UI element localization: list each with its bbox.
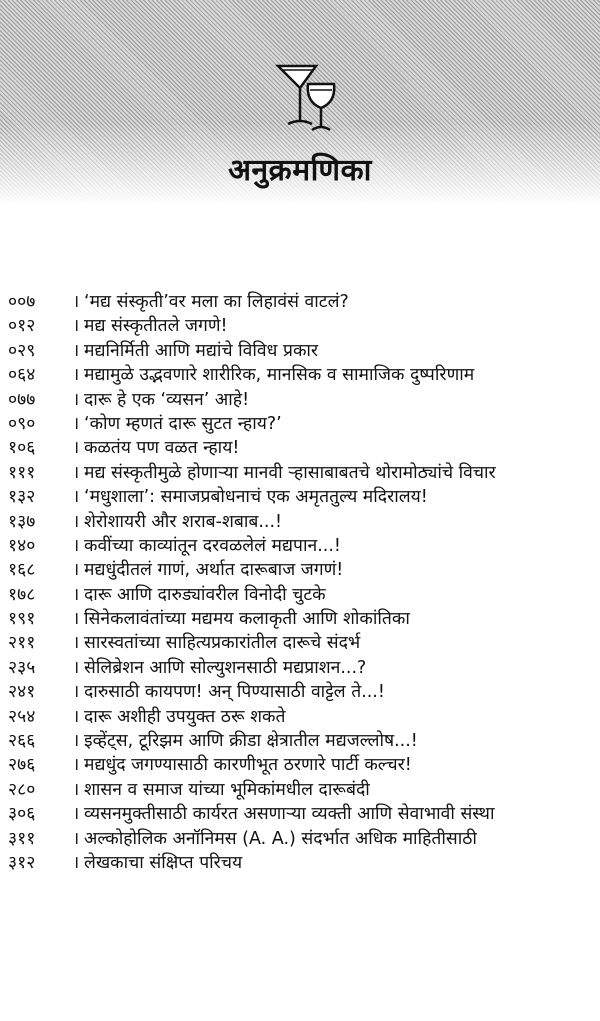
toc-page-number: २४१ [8, 682, 36, 703]
toc-entry [8, 534, 598, 558]
toc-title: सेलिब्रेशन आणि सोल्युशनसाठी मद्यप्राशन...? [84, 657, 367, 678]
toc-page-number: २८० [8, 779, 36, 800]
toc-entry [8, 656, 598, 680]
toc-page-number: ०९० [8, 413, 36, 434]
toc-page-number: ०१२ [8, 316, 36, 337]
toc-title: शासन व समाज यांच्या भूमिकांमधील दारूबंदी [84, 779, 370, 800]
toc-separator: । [72, 462, 80, 483]
toc-separator: । [72, 292, 80, 312]
toc-title: मद्य संस्कृतीमुळे होणाऱ्या मानवी ऱ्हासाबाबतचे थोरामोठ्यांचे विचार [84, 462, 496, 483]
toc-separator: । [72, 682, 80, 703]
toc-separator: । [72, 706, 80, 727]
toc-title: अल्कोहोलिक अनॉनिमस (A. A.) संदर्भात अधिक माहितीसाठी [84, 828, 477, 849]
toc-page-number: १०६ [8, 438, 36, 459]
toc-page-number: १६८ [8, 560, 36, 581]
toc-title: मद्यामुळे उद्भवणारे शारीरिक, मानसिक व सामाजिक दुष्परिणाम [84, 365, 475, 386]
toc-title: कळतंय पण वळत न्हाय! [84, 438, 240, 459]
toc-page-number: २३५ [8, 657, 36, 678]
toc-separator: । [72, 633, 80, 654]
toc-entry [8, 510, 598, 534]
toc-entry [8, 607, 598, 631]
toc-title: मद्य संस्कृतीतले जगणे! [84, 316, 228, 337]
toc-separator: । [72, 413, 80, 434]
toc-entry [8, 778, 598, 802]
toc-separator: । [72, 389, 80, 410]
toc-page-number: ३१२ [8, 852, 36, 873]
toc-entry [8, 827, 598, 851]
toc-page-number: २११ [8, 633, 36, 654]
toc-page-number: १९१ [8, 609, 36, 630]
toc-page-number: ३०६ [8, 804, 36, 825]
toc-separator: । [72, 779, 80, 800]
toc-entry [8, 363, 598, 387]
toc-page-number: १७८ [8, 584, 36, 605]
toc-page-number: १३७ [8, 511, 36, 532]
toc-title: दारुसाठी कायपण! अन् पिण्यासाठी वाट्टेल ते...! [84, 682, 385, 703]
toc-title: दारू हे एक ‘व्यसन’ आहे! [84, 389, 250, 410]
wine-glasses-icon [272, 58, 342, 138]
toc-entry [8, 705, 598, 729]
toc-separator: । [72, 755, 80, 776]
toc-separator: । [72, 365, 80, 386]
toc-page-number: ००७ [8, 292, 36, 312]
toc-separator: । [72, 657, 80, 678]
toc-separator: । [72, 584, 80, 605]
toc-entry [8, 680, 598, 704]
toc-title: व्यसनमुक्तीसाठी कार्यरत असणाऱ्या व्यक्ती आणि सेवाभावी संस्था [84, 804, 495, 825]
toc-separator: । [72, 487, 80, 508]
toc-title: सारस्वतांच्या साहित्यप्रकारांतील दारूचे संदर्भ [84, 633, 361, 654]
toc-title: ‘मद्य संस्कृती’वर मला का लिहावंसं वाटलं? [84, 292, 349, 312]
toc-title: मद्यधुंद जगण्यासाठी कारणीभूत ठरणारे पार्टी कल्चर! [84, 755, 412, 776]
toc-entry [8, 851, 598, 875]
toc-page-number: २७६ [8, 755, 36, 776]
toc-separator: । [72, 804, 80, 825]
toc-title: इव्हेंट्स, टूरिझम आणि क्रीडा क्षेत्रातील मद्यजल्लोष...! [84, 731, 418, 752]
toc-separator: । [72, 340, 80, 361]
toc-separator: । [72, 731, 80, 752]
toc-separator: । [72, 316, 80, 337]
toc-entry [8, 388, 598, 412]
toc-page-number: २५४ [8, 706, 36, 727]
toc-entry [8, 461, 598, 485]
toc-page-number: ३११ [8, 828, 36, 849]
toc-title: कवींच्या काव्यांतून दरवळलेलं मद्यपान...! [84, 535, 341, 556]
toc-entry [8, 290, 598, 314]
toc-separator: । [72, 828, 80, 849]
toc-entry [8, 583, 598, 607]
table-of-contents [8, 290, 598, 875]
toc-separator: । [72, 438, 80, 459]
toc-separator: । [72, 511, 80, 532]
toc-entry [8, 412, 598, 436]
toc-separator: । [72, 535, 80, 556]
toc-entry [8, 802, 598, 826]
toc-title: मद्यनिर्मिती आणि मद्यांचे विविध प्रकार [84, 340, 319, 361]
toc-page-number: ०६४ [8, 365, 36, 386]
toc-title: शेरोशायरी और शराब-शबाब...! [84, 511, 283, 532]
toc-entry [8, 753, 598, 777]
toc-separator: । [72, 560, 80, 581]
toc-entry [8, 485, 598, 509]
toc-title: मद्यधुंदीतलं गाणं, अर्थात दारूबाज जगणं! [84, 560, 344, 581]
toc-separator: । [72, 609, 80, 630]
toc-title: दारू आणि दारुड्यांवरील विनोदी चुटके [84, 584, 326, 605]
toc-page-number: १११ [8, 462, 36, 483]
page-title: अनुक्रमणिका [228, 153, 372, 188]
toc-page-number: ०७७ [8, 389, 36, 410]
toc-page-number: २६६ [8, 731, 36, 752]
toc-title: लेखकाचा संक्षिप्त परिचय [84, 852, 243, 873]
toc-entry [8, 314, 598, 338]
toc-entry [8, 631, 598, 655]
toc-page-number: १४० [8, 535, 36, 556]
toc-page-number: ०२९ [8, 340, 36, 361]
toc-entry [8, 558, 598, 582]
toc-title: ‘कोण म्हणतं दारू सुटत न्हाय?’ [84, 413, 282, 434]
toc-entry [8, 436, 598, 460]
toc-page-number: १३२ [8, 487, 36, 508]
toc-entry [8, 339, 598, 363]
header-banner [0, 0, 600, 205]
toc-entry [8, 729, 598, 753]
toc-title: सिनेकलावंतांच्या मद्यमय कलाकृती आणि शोकांतिका [84, 609, 410, 630]
toc-title: ‘मधुशाला’: समाजप्रबोधनाचं एक अमृततुल्य मदिरालय! [84, 487, 428, 508]
toc-title: दारू अशीही उपयुक्त ठरू शकते [84, 706, 286, 727]
toc-separator: । [72, 852, 80, 873]
